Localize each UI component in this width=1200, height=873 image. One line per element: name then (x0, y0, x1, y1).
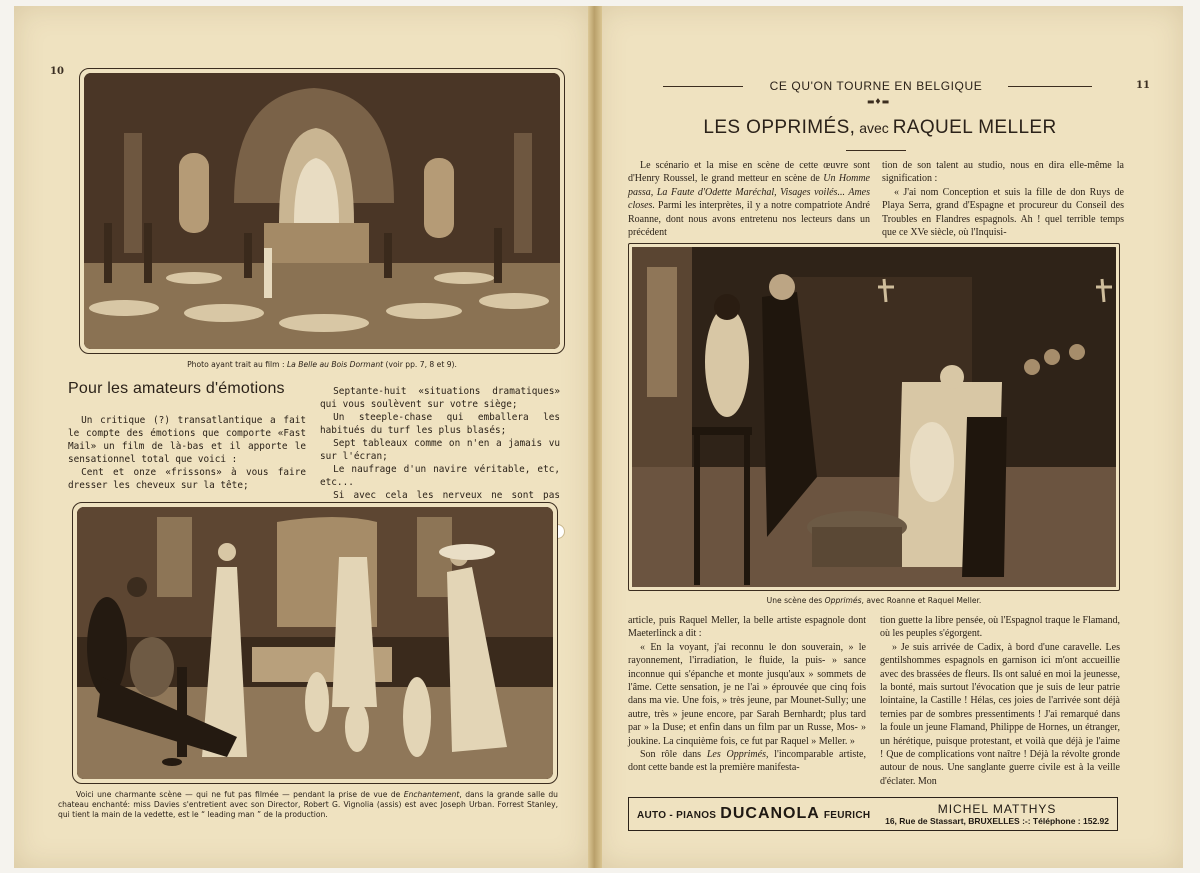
title-name: RAQUEL MELLER (892, 117, 1057, 138)
ad-feurich: FEURICH (823, 810, 871, 821)
opprimes-photo (632, 247, 1116, 587)
opprimes-photo-caption (628, 596, 1120, 606)
text-run: l'incomparable artiste, dont cette bande est la première manifesta- (628, 749, 866, 774)
film-title: Les Opprimés, (706, 749, 769, 761)
paragraph (628, 159, 870, 239)
title-main: LES OPPRIMÉS, (703, 117, 856, 138)
running-head-rule-left (663, 86, 743, 87)
paragraph: tion guette la libre pensée, où l'Espagnol traque le Flamand, où les peuples s'égorgent. (880, 615, 1120, 640)
paragraph: Sept tableaux comme on n'en a jamais vu sur l'écran; (320, 438, 560, 462)
article-title (630, 117, 1130, 139)
page-number-right: 11 (1136, 80, 1150, 91)
throne-room-illustration (84, 73, 560, 349)
text-run: Parmi les interprètes, il y a notre compatriote André Roanne, dont nous avons entretenu nos lecteurs dans un précédent (628, 200, 870, 239)
paragraph: « J'ai nom Conception et suis la fille de don Ruys de Playa Serra, grand d'Espagne et procureur du Conseil des Troubles en Flandres espagnols. Ah ! quel terrible temps que ce XVe siècle, où l'Inquisi- (882, 186, 1124, 239)
left-column-2 (320, 385, 560, 515)
text-run: Son rôle dans (640, 749, 707, 761)
caption-prefix: Une scène des (766, 596, 825, 605)
film-titles: Un Homme passa, La Faute d'Odette Maréchal, Visages voilés... Ames closes. (628, 173, 870, 212)
paragraph: Un critique (?) transatlantique a fait le compte des émotions que comporte «Fast Mail» un film de là-bas et il apporte le sensationnel total que voici : (68, 415, 306, 465)
top-photo-caption (79, 360, 565, 370)
paragraph: tion de son talent au studio, nous en dira elle-même la signification : (882, 160, 1124, 185)
ad-auto-pianos: AUTO - PIANOS (637, 810, 717, 821)
caption-film-title: La Belle au Bois Dormant (286, 360, 384, 369)
opprimes-scene-illustration (632, 247, 1116, 587)
paragraph: Un steeple-chase qui emballera les habitués du turf les plus blasés; (320, 412, 560, 436)
caption-part1: Voici une charmante scène — qui ne fut pas filmée — pendant la prise de vue de (76, 790, 404, 799)
ad-brand-block (637, 805, 870, 823)
bottom-photo (77, 507, 553, 779)
caption-film-title: Enchantement (403, 790, 460, 799)
film-set-illustration (77, 507, 553, 779)
paragraph: Cent et onze «frissons» à vous faire dresser les cheveux sur la tête; (68, 467, 306, 491)
caption-film-title: Opprimés (824, 596, 862, 605)
paragraph: Septante-huit «situations dramatiques» qui vous soulèvent sur votre siège; (320, 386, 560, 410)
top-photo-frame (79, 68, 565, 354)
intro-column-1 (628, 159, 870, 239)
ad-dealer-block (885, 802, 1109, 826)
gutter (588, 6, 602, 868)
caption-prefix: Photo ayant trait au film : (187, 360, 287, 369)
title-avec: avec (855, 120, 893, 136)
page-number-left: 10 (50, 66, 64, 77)
paragraph: » Je suis arrivée de Cadix, à bord d'une caravelle. Les gentilshommes espagnols en garnison ici m'ont accueillie avec des brassées de fleurs. Ils ont salué en moi la jeunesse, la bonté, mais surtout l'évocation que je suis de leur patrie lointaine, la Castille ! Hélas, ces joies de l'arrivée sont déjà ternies par de sombres pressentiments ! J'ai remarqué dans la foule un jeune Flamand, Philippe de Hornes, un étranger, un hérétique, puisque protestant, et voilà que déjà je l'aime ! Que de complications vont naître ! Déjà la révolte gronde autour de nous. Une sanglante guerre civile est à la veille d'éclater. Mon (880, 641, 1120, 787)
advertisement (628, 797, 1118, 831)
paragraph: Le naufrage d'un navire véritable, etc, etc... (320, 464, 560, 488)
left-column-1 (68, 414, 306, 492)
text-run: Le scénario et la mise en scène de cette œuvre sont d'Henry Roussel, le grand metteur en scène de (628, 160, 870, 185)
ad-brand: DUCANOLA (720, 805, 820, 822)
ad-dealer-name: MICHEL MATTHYS (937, 802, 1057, 816)
paragraph (628, 748, 866, 775)
right-column-2 (880, 614, 1120, 788)
running-head: CE QU'ON TOURNE EN BELGIQUE (769, 79, 983, 93)
bottom-photo-frame (72, 502, 558, 784)
intro-column-2 (882, 159, 1124, 239)
top-photo (84, 73, 560, 349)
caption-suffix: (voir pp. 7, 8 et 9). (383, 360, 457, 369)
bottom-photo-caption (58, 790, 558, 820)
paragraph: article, puis Raquel Meller, la belle artiste espagnole dont Maeterlinck a dit : (628, 615, 866, 640)
caption-suffix: , avec Roanne et Raquel Meller. (861, 596, 982, 605)
paragraph: Si avec cela les nerveux ne sont pas (333, 490, 560, 501)
ad-address: 16, Rue de Stassart, BRUXELLES :-: Téléphone : 152.92 (885, 816, 1109, 826)
opprimes-photo-frame (628, 243, 1120, 591)
right-column-1 (628, 614, 866, 775)
ornament: ▬♦▬ (866, 97, 890, 106)
caption-part2: , dans la grande salle du chateau enchanté: miss Davies s'entretient avec son Director, Robert G. Vignolia (assis) est avec Joseph Urban. Forrest Stanley, qui tient la main de la vedette, est le “ leading man ” de la production. (58, 790, 558, 819)
title-underline (846, 150, 906, 151)
running-head-rule-right (1008, 86, 1092, 87)
section-title: Pour les amateurs d'émotions (68, 380, 285, 397)
paragraph: « En la voyant, j'ai reconnu le don souverain, » le rayonnement, l'irradiation, le fluide, la puis- » sance inconnue qui s'épanche et monte jusqu'aux » sommets de l'âme. Cette sensation, je ne l'ai » éprouvée que cinq fois dans ma vie. Une fois, » très jeune, par Mounet-Sully; une autre, très » jeune encore, par Sarah Bernhardt; plus tard par » la Duse; et enfin dans un film par un Russe, Mos- » joukine. La cinquième fois, ce fut par Raquel » Meller. » (628, 641, 866, 747)
